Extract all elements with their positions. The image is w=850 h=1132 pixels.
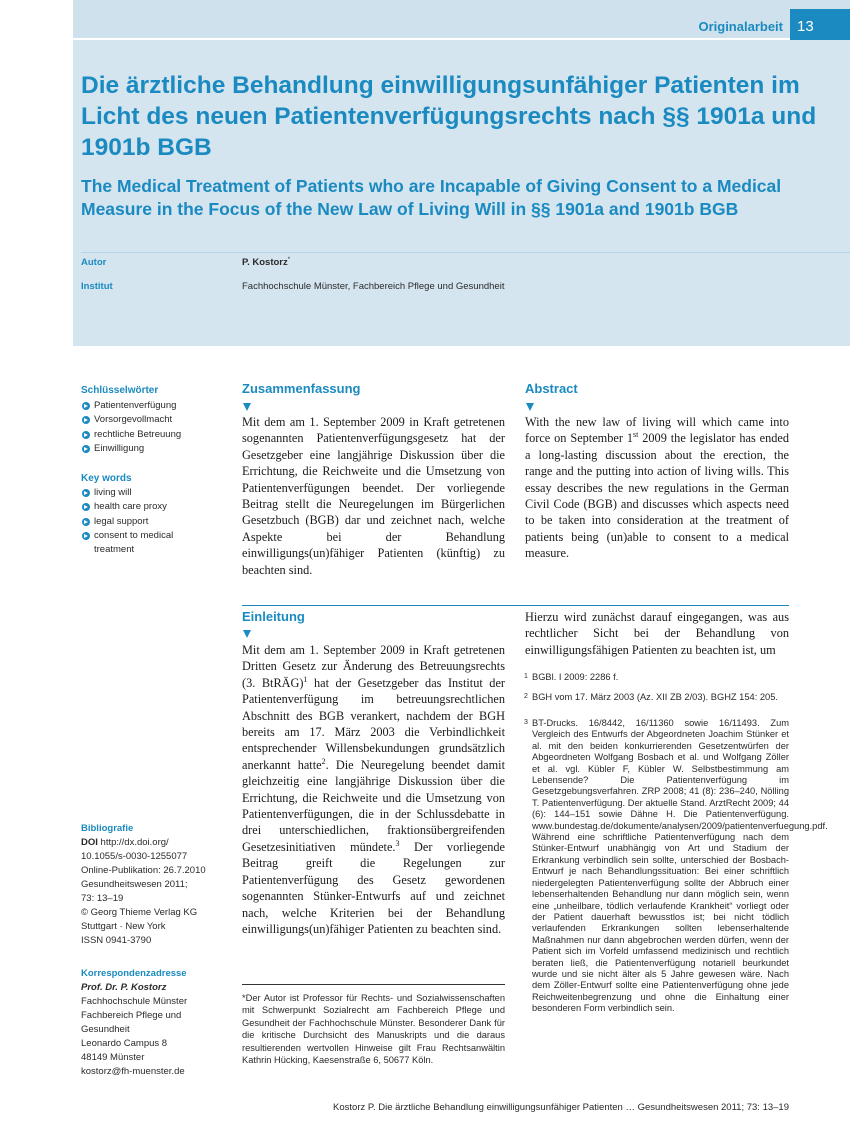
publisher: © Georg Thieme Verlag KG (81, 907, 198, 918)
page-number: 13 (790, 9, 850, 40)
down-arrow-icon (526, 403, 534, 411)
bullet-arrow-icon (82, 431, 90, 439)
correspondence-line: Gesundheit (81, 1024, 130, 1035)
author-mark: * (287, 255, 291, 263)
down-arrow-icon (243, 630, 251, 638)
intro-continuation: Hierzu wird zunächst darauf eingegangen, was aus rechtlicher Sicht bei der Behandlung von einwilligungsfähigen Patienten zu beachten ist, um (525, 610, 789, 657)
author-value: P. Kostorz (242, 257, 288, 268)
doi-link[interactable]: http://dx.doi.org/ (97, 837, 169, 848)
author-note: *Der Autor ist Professor für Rechts- und Sozialwissenschaften mit Schwerpunkt Sozialrecht am Fachbereich Pflege und Gesundheit der Fachhochschule Münster. Besonderer Dank für die kritische Durchsicht des Manuskripts und die daraus resultierenden wertvollen Hinweise gilt Frau Rechtsanwältin Kathrin Hücking, Kaesenstraße 6, 50677 Köln. (242, 993, 505, 1066)
online-publication: Online-Publikation: 26.7.2010 (81, 865, 206, 876)
journal-citation: Gesundheitswesen 2011; (81, 879, 188, 890)
bullet-arrow-icon (82, 518, 90, 526)
keyword-item: Vorsorgevollmacht (81, 413, 221, 427)
keywords-en-list (81, 486, 201, 557)
bibliography-block (81, 822, 231, 948)
bullet-arrow-icon (82, 503, 90, 511)
doi-value: 10.1055/s-0030-1255077 (81, 851, 188, 862)
correspondence-line: 48149 Münster (81, 1052, 145, 1063)
institute-value: Fachhochschule Münster, Fachbereich Pflege und Gesundheit (242, 281, 505, 292)
bibliography-heading: Bibliografie (81, 823, 134, 834)
summary-heading: Zusammenfassung (242, 381, 361, 396)
correspondence-email[interactable]: kostorz@fh-muenster.de (81, 1066, 185, 1077)
summary-text: Mit dem am 1. September 2009 in Kraft getretenen sogenannten Patientenverfügungsgesetz hat der Gesetzgeber eine langjährige Diskussion über die Errichtung, die Reichweite und die Umsetzung von Patientenverfügungen beendet. Der vorliegende Beitrag stellt die Neuregelungen im Bürgerlichen Gesetzbuch (BGB) dar und zeichnet nach, welche Aspekte bei der Behandlung einwilligungs(un)fähiger Patienten (künftig) zu beachten sind. (242, 415, 505, 577)
footnote-1: 1 BGBl. I 2009: 2286 f. (524, 672, 619, 682)
keyword-item: health care proxy (81, 500, 201, 514)
keyword-item: Einwilligung (81, 442, 221, 456)
intro-text: Mit dem am 1. September 2009 in Kraft getretenen Dritten Gesetz zur Änderung des Betreuungsrechts (3. BtRÄG)$^1$ hat der Gesetzgeber das Institut der Patientenverfügung im betreuungsrechtlichen Abschnitt des BGB verankert, nachdem der BGH bereits am 17. März 2003 die Verbindlichkeit entsprechender Willensbekundungen grundsätzlich anerkannt hatte$^2$. Die Neuregelung beendet damit gleichzeitig eine langjährige Diskussion über die Errichtung, die Reichweite und die Umsetzung von Patientenverfügungen, die in der Schlussdebatte in drei unterschiedlichen, fraktionsübergreifenden Gesetzesinitiativen mündete.$^3$ Der vorliegende Beitrag greift die Regelungen zur Patientenverfügung des Gesetz gewordenen sogenannten Stünker-Entwurfs auf und zeichnet nach, welche Kriterien bei der Behandlung einwilligungs(un)fähiger Patienten zu beachten sind. (242, 643, 506, 936)
down-arrow-icon (243, 403, 251, 411)
keywords-de-list (81, 399, 221, 456)
keyword-item: living will (81, 486, 201, 500)
keyword-item: rechtliche Betreuung (81, 428, 221, 442)
keywords-en-heading: Key words (81, 473, 132, 484)
publisher-location: Stuttgart · New York (81, 921, 166, 932)
issn: ISSN 0941-3790 (81, 935, 152, 946)
correspondence-line: Fachbereich Pflege und (81, 1010, 182, 1021)
bullet-arrow-icon (82, 402, 90, 410)
header-band (73, 0, 850, 346)
intro-heading: Einleitung (242, 609, 305, 624)
keyword-item: Patientenverfügung (81, 399, 221, 413)
author-name (242, 257, 290, 268)
doi-line (81, 836, 231, 850)
journal-pages: 73: 13–19 (81, 893, 124, 904)
article-title-english: The Medical Treatment of Patients who are Incapable of Giving Consent to a Medical Measure in the Focus of the New Law of Living Will in §§ 1901a and 1901b BGB (81, 176, 782, 219)
correspondence-name: Prof. Dr. P. Kostorz (81, 982, 167, 993)
footnote-3: 3 BT-Drucks. 16/8442, 16/11360 sowie 16/11493. Zum Vergleich des Entwurfs der Abgeordneten Joachim Stünker et al. mit den beiden konkurrierenden Gesetzentwürfen der Abgeordneten Wolfgang Bosbach et al. und Wolfgang Zöller et al. vgl. Kübler F, Kübler W. Selbstbestimmung am Lebensende? Die Patientenverfügung im Gesetzgebungsverfahren. ZRP 2008; 41 (8): 236–240, Nölling T. Patientenverfügung. Der aktuelle Stand. ArztRecht 2009; 44 (6): 144–151 sowie Dähne H. Die Patientenverfügung. www.bundestag.de/dokumente/analysen/2009/patientenverfuegung.pdf. Während eine schriftliche Patientenverfügung nach dem Stünker-Entwurf unabhängig von Art und Stadium der Erkrankung verbindlich sein sollte, unterschied der Bosbach-Entwurf je nach Behandlungssituation: Bei einer schriftlich niedergelegten Patientenverfügung sollte der Abbruch einer lebenserhaltenden Behandlung nur dann möglich sein, wenn eine „unheilbare, tödlich verlaufende Krankheit“ vorliegt oder der Patient dauerhaft bewusstlos ist; bei nicht tödlich verlaufenden Erkrankungen sollten lebenserhaltende Maßnahmen nur dann abgebrochen werden dürfen, wenn der Patient sich im Vorfeld umfassend medizinisch und rechtlich beraten ließ, die Patientenverfügung notariell beurkundet wurde und sie nicht älter als 5 Jahre gewesen wäre. Nach dem Zöller-Entwurf sollte eine Patientenverfügung ohne jede Reichweitenbegrenzung und ohne die Einhaltung einer besonderen Form verbindlich sein. (524, 718, 828, 1014)
correspondence-line: Fachhochschule Münster (81, 996, 188, 1007)
abstract-text: With the new law of living will which came into force on September 1st 2009 the legislator has ended a long-lasting discussion about the erection, the range and the putting into action of living wills. This essay describes the new regulations in the German Civil Code (BGB) and discusses which aspects need to be taken into consideration at the treatment of patients being (un)able to consent to a medical measure. (525, 415, 790, 561)
bullet-arrow-icon (82, 445, 90, 453)
article-title-german: Die ärztliche Behandlung einwilligungsunfähiger Patienten im Licht des neuen Patientenverfügungsrechts nach §§ 1901a und 1901b BGB (81, 72, 817, 161)
author-label: Autor (81, 257, 107, 268)
bullet-arrow-icon (82, 489, 90, 497)
correspondence-heading: Korrespondenzadresse (81, 968, 187, 979)
author-separator (81, 252, 850, 253)
institute-label: Institut (81, 281, 113, 292)
doi-label: DOI (81, 837, 98, 848)
bullet-arrow-icon (82, 416, 90, 424)
keywords-de-heading: Schlüsselwörter (81, 385, 159, 396)
author-note-rule (242, 984, 505, 985)
section-label: Originalarbeit (698, 19, 783, 34)
abstract-heading: Abstract (525, 381, 578, 396)
correspondence-block (81, 967, 231, 1079)
correspondence-line: Leonardo Campus 8 (81, 1038, 168, 1049)
keyword-item: legal support (81, 515, 201, 529)
keyword-item: consent to medical treatment (81, 529, 201, 558)
section-rule (242, 605, 789, 606)
bullet-arrow-icon (82, 532, 90, 540)
footnote-2: 2 BGH vom 17. März 2003 (Az. XII ZB 2/03). BGHZ 154: 205. (524, 692, 778, 702)
page-footer: Kostorz P. Die ärztliche Behandlung einwilligungsunfähiger Patienten … Gesundheitswesen 2011; 73: 13–19 (333, 1102, 789, 1113)
